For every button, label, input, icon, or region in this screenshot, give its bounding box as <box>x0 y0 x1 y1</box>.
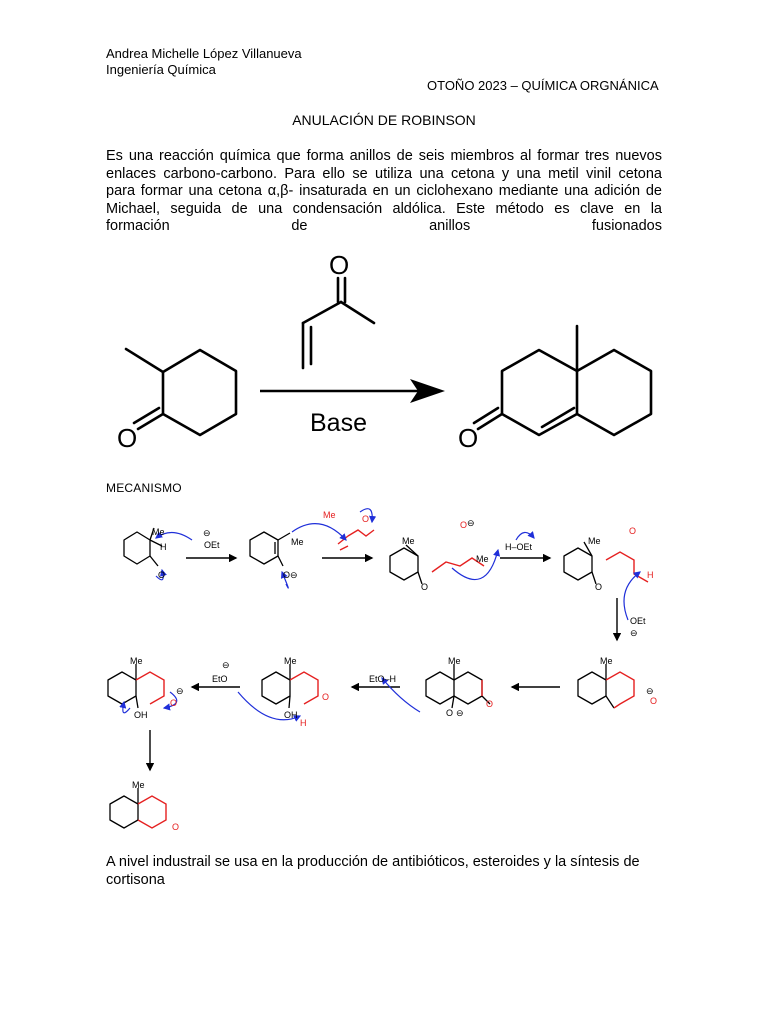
label-me: Me <box>448 656 461 666</box>
intro-line: para formar una cetona α,β- insaturada en un ciclohexano mediante una adición de <box>106 183 662 199</box>
label-minus: ⊖ <box>456 708 464 718</box>
author-name: Andrea Michelle López Villanueva <box>106 46 302 61</box>
carbonyl-double-bond <box>134 408 163 429</box>
label-o: O <box>460 520 468 530</box>
label-hoet: H–OEt <box>505 542 533 552</box>
label-eto: EtO <box>212 674 228 684</box>
label-me: Me <box>291 537 304 547</box>
label-o: O <box>170 698 178 708</box>
label-me: Me <box>132 780 145 790</box>
label-me: Me <box>152 527 165 537</box>
label-h: H <box>300 718 307 728</box>
mechanism-heading: MECANISMO <box>106 481 182 495</box>
label-me: Me <box>130 656 143 666</box>
mvk-vinyl-double-bond <box>303 323 311 368</box>
intro-line: Es una reacción química que forma anillos de seis miembros al formar tres nuevos <box>106 148 662 164</box>
label-oet: OEt <box>204 540 220 550</box>
step4-ring <box>564 548 592 580</box>
page-title: ANULACIÓN DE ROBINSON <box>292 112 476 128</box>
intro-line: Michael, seguida de una condensación aldólica. Este método es clave en la <box>106 200 662 217</box>
label-minus: ⊖ <box>203 528 211 538</box>
intro-line: formación de anillos fusionados <box>106 218 662 234</box>
label-o: O <box>629 526 637 536</box>
methyl-bond <box>126 349 163 372</box>
label-o: O <box>595 582 603 592</box>
label-etoh: EtO–H <box>369 674 397 684</box>
cyclohexanone-ring <box>163 350 236 435</box>
label-me: Me <box>323 510 336 520</box>
step5-ring <box>578 672 606 704</box>
label-minus: ⊖ <box>630 628 638 638</box>
reagent-label: Base <box>310 409 367 437</box>
label-o: O <box>283 570 291 580</box>
label-h: H <box>647 570 654 580</box>
mvk-oxygen: O <box>329 250 350 280</box>
product-oxygen: O <box>458 423 479 453</box>
mechanism-scheme <box>0 490 768 840</box>
program-name: Ingeniería Química <box>106 62 216 77</box>
course-label: OTOÑO 2023 – QUÍMICA ORGNÁNICA <box>427 78 659 93</box>
mvk-methyl-bond <box>341 302 374 323</box>
label-o: O <box>486 699 494 709</box>
label-o: O <box>421 582 429 592</box>
label-o: O <box>158 570 166 580</box>
step2-ring <box>250 532 278 564</box>
mvk-carbonyl-bond <box>338 278 345 302</box>
ketone-oxygen: O <box>117 423 138 453</box>
label-o: O <box>362 514 370 524</box>
label-minus: ⊖ <box>646 686 654 696</box>
product-left-ring <box>502 350 577 435</box>
label-me: Me <box>402 536 415 546</box>
intro-line: enlaces carbono-carbono. Para ello se utiliza una cetona y una metil vinil cetona <box>106 165 662 182</box>
mvk-bond <box>303 302 341 323</box>
label-o: O <box>650 696 658 706</box>
label-h: H <box>160 542 167 552</box>
label-oh: OH <box>284 710 298 720</box>
label-oh: OH <box>134 710 148 720</box>
label-oet: OEt <box>630 616 646 626</box>
product-right-ring <box>577 350 651 435</box>
label-me: Me <box>588 536 601 546</box>
label-minus: ⊖ <box>290 570 298 580</box>
label-o: O <box>172 822 180 832</box>
label-minus: ⊖ <box>467 518 475 528</box>
label-me: Me <box>476 554 489 564</box>
label-o: O <box>322 692 330 702</box>
label-me: Me <box>600 656 613 666</box>
label-o: O <box>446 708 454 718</box>
intro-paragraph <box>106 148 662 236</box>
label-minus: ⊖ <box>222 660 230 670</box>
step1-ring <box>124 532 150 564</box>
final-product-ring <box>110 796 138 828</box>
label-minus: ⊖ <box>176 686 184 696</box>
robinson-reaction-scheme <box>0 240 768 460</box>
label-me: Me <box>284 656 297 666</box>
closing-paragraph: A nivel industrail se usa en la producción de antibióticos, esteroides y la síntesis de cortisona <box>106 854 640 888</box>
